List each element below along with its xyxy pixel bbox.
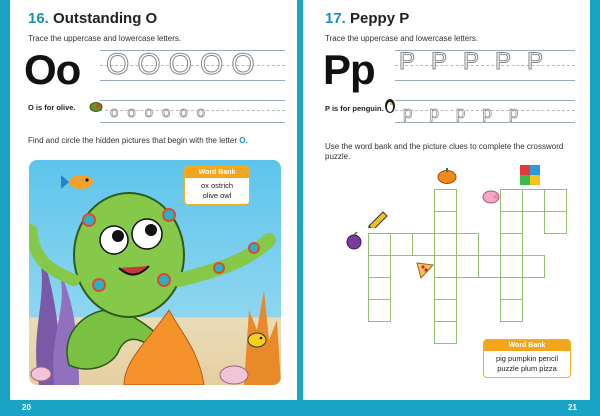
crossword-cell[interactable] [522,189,545,212]
right-trace-upper[interactable]: PPPPP [399,48,560,75]
left-trace-upper[interactable]: OOOOO [106,48,263,81]
right-word-bank-line-2: puzzle plum pizza [497,364,557,373]
right-letter-pair: Pp [323,46,375,93]
crossword-cell[interactable] [500,189,523,212]
right-page-number: 21 [568,403,577,412]
right-trace-instruction: Trace the uppercase and lowercase letters. [325,34,479,43]
crossword-cell[interactable] [456,255,479,278]
left-word-bank-line-1: ox ostrich [200,181,234,190]
crossword-cell[interactable] [434,233,457,256]
crossword-cell[interactable] [434,277,457,300]
crossword-cell[interactable] [412,233,435,256]
crossword-cell[interactable] [434,211,457,234]
left-word-bank [184,166,250,205]
crossword-cell[interactable] [522,255,545,278]
crossword-cell[interactable] [500,233,523,256]
left-trace-lower[interactable]: oooooo [110,104,215,121]
pumpkin-icon [437,166,457,184]
right-activity-title: Peppy P [350,10,410,27]
crossword-cell[interactable] [500,255,523,278]
left-page-heading [28,10,157,27]
find-letter: O. [239,136,248,145]
pencil-icon [367,210,389,228]
right-word-bank [483,339,571,378]
crossword-cell[interactable] [544,189,567,212]
right-word-bank-title: Word Bank [484,340,570,351]
fish-icon [61,175,93,189]
left-word-bank-title: Word Bank [185,167,249,178]
left-letter-pair: Oo [24,46,81,93]
right-page [303,0,590,400]
find-instruction-text: Find and circle the hidden pictures that begin with the letter [28,136,238,145]
crossword-cell[interactable] [368,277,391,300]
small-fish-icon [248,333,266,347]
left-trace-instruction: Trace the uppercase and lowercase letters. [28,34,182,43]
crossword-cell[interactable] [368,233,391,256]
plum-icon [345,232,363,250]
olive-icon [88,100,104,112]
crossword-cell[interactable] [434,255,457,278]
left-page [10,0,297,400]
crossword-cell[interactable] [500,211,523,234]
right-example-text: P is for penguin. [325,104,384,113]
crossword-cell[interactable] [478,255,501,278]
crossword-cell[interactable] [456,233,479,256]
crossword-cell[interactable] [434,189,457,212]
left-word-bank-line-2: olive owl [202,191,232,200]
left-activity-number: 16. [28,10,49,27]
pizza-icon [415,261,435,279]
right-word-bank-line-1: pig pumpkin pencil [495,354,559,363]
hidden-pictures-scene[interactable] [29,160,281,385]
crossword-cell[interactable] [500,277,523,300]
crossword-cell[interactable] [544,211,567,234]
crossword-cell[interactable] [434,321,457,344]
left-find-instruction [28,136,268,146]
right-page-heading [325,10,409,27]
crossword-cell[interactable] [368,255,391,278]
crossword-cell[interactable] [434,299,457,322]
left-word-bank-words [185,178,249,204]
puzzle-icon [519,164,541,186]
crossword-cell[interactable] [500,299,523,322]
left-page-number: 20 [22,403,31,412]
crossword-cell[interactable] [390,233,413,256]
crossword-instruction: Use the word bank and the picture clues to complete the crossword puzzle. [325,142,564,161]
left-activity-title: Outstanding O [53,10,158,27]
crossword-cell[interactable] [368,299,391,322]
right-word-bank-words [484,351,570,377]
pig-icon [481,188,501,204]
right-trace-lower[interactable]: ppppp [403,103,536,122]
right-activity-number: 17. [325,10,346,27]
penguin-icon [383,96,397,114]
left-example-text: O is for olive. [28,103,76,112]
